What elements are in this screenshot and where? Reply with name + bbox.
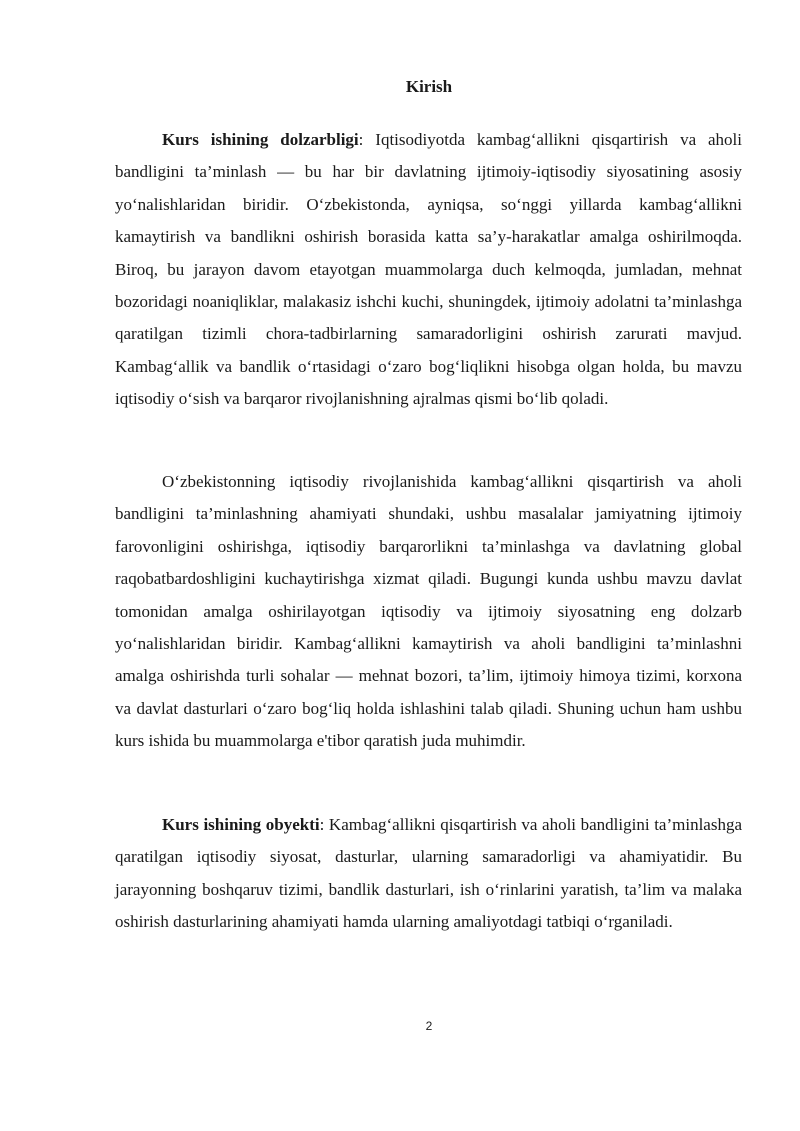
paragraph-text: : Kambag‘allikni qisqartirish va aholi bandligini ta’minlashga qaratilgan iqtisodiy siyosat, dasturlar, ularning samaradorligi va ahamiyatidir. Bu jarayonning boshqaruv tizimi, bandlik dasturlari, ish o‘rinlarini yaratish, ta’lim va malaka oshirish dasturlarining ahamiyati hamda ularning amaliyotdagi tatbiqi o‘rganiladi.: [115, 815, 743, 932]
page-number: 2: [425, 1019, 433, 1033]
paragraph-object: [115, 809, 742, 939]
paragraph-lead: Kurs ishining dolzarbligi: [162, 130, 359, 149]
paragraph-importance: [115, 466, 742, 758]
paragraph-lead: Kurs ishining obyekti: [162, 815, 320, 834]
paragraph-text: : Iqtisodiyotda kambag‘allikni qisqartirish va aholi bandligini ta’minlash — bu har bir davlatning ijtimoiy-iqtisodiy siyosatining asosiy yo‘nalishlaridan biridir. O‘zbekistonda, ayniqsa, so‘nggi yillarda kambag‘allikni kamaytirish va bandlikni oshirish borasida katta sa’y-harakatlar amalga oshirilmoqda. Biroq, bu jarayon davom etayotgan muammolarga duch kelmoqda, jumladan, mehnat bozoridagi noaniqliklar, malakasiz ishchi kuchi, shuningdek, ijtimoiy adolatni ta’minlashga qaratilgan tizimli chora-tadbirlarning samaradorligini oshirish zarurati mavjud. Kambag‘allik va bandlik o‘rtasidagi o‘zaro bog‘liqlikni hisobga olgan holda, bu mavzu iqtisodiy o‘sish va barqaror rivojlanishning ajralmas qismi bo‘lib qoladi.: [115, 130, 742, 409]
page-title: Kirish: [405, 77, 453, 96]
paragraph-text: O‘zbekistonning iqtisodiy rivojlanishida kambag‘allikni qisqartirish va aholi bandligini ta’minlashning ahamiyati shundaki, ushbu masalalar jamiyatning ijtimoiy farovonligini oshirishga, iqtisodiy barqarorlikni ta’minlashga va davlatning global raqobatbardoshligini kuchaytirishga xizmat qiladi. Bugungi kunda ushbu mavzu davlat tomonidan amalga oshirilayotgan iqtisodiy va ijtimoiy siyosatning eng dolzarb yo‘nalishlaridan biridir. Kambag‘allikni kamaytirish va aholi bandligini ta’minlashni amalga oshirishda turli sohalar — mehnat bozori, ta’lim, ijtimoiy himoya tizimi, korxona va davlat dasturlari o‘zaro bog‘liq holda ishlashini talab qiladi. Shuning uchun ham ushbu kurs ishida bu muammolarga e'tibor qaratish juda muhimdir.: [115, 472, 742, 751]
paragraph-relevance: [115, 124, 742, 416]
